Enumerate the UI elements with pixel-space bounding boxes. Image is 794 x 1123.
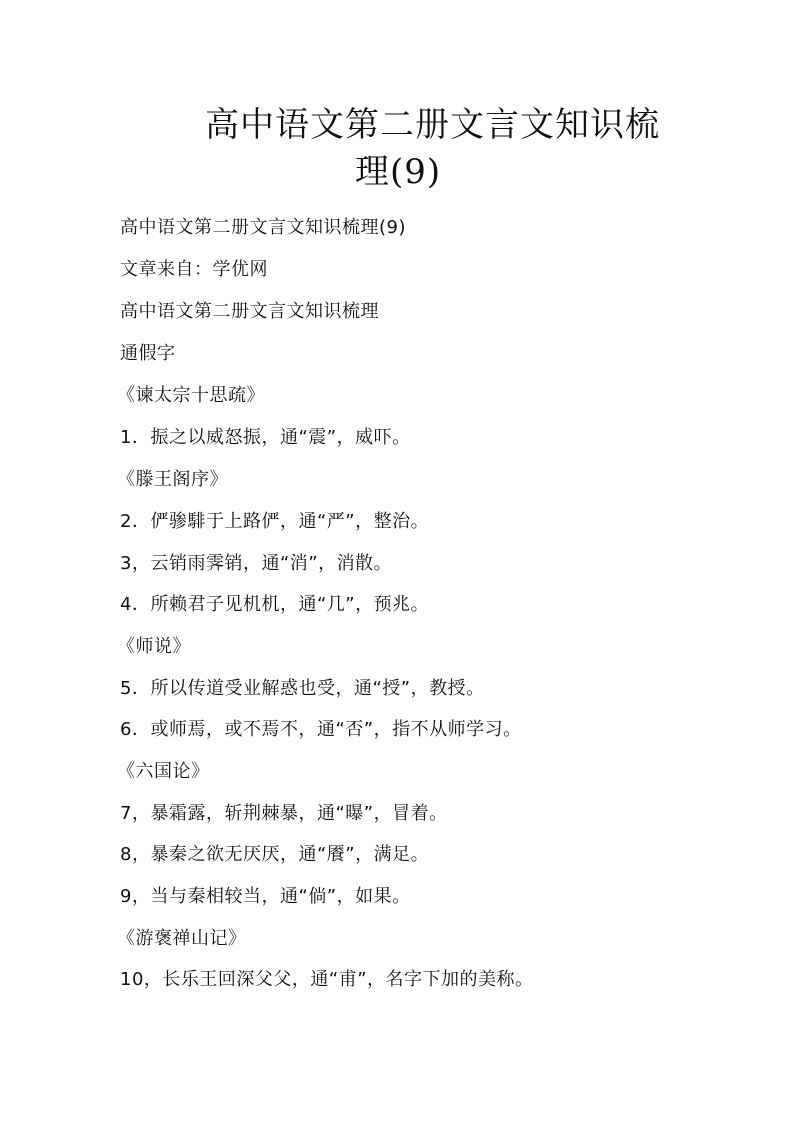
book-title: 《师说》 <box>117 636 191 657</box>
list-item: 1．振之以威怒振，通“震”，威吓。 <box>120 427 411 448</box>
list-item: 8，暴秦之欲无厌厌，通“餍”，满足。 <box>120 844 430 865</box>
book-title: 《六国论》 <box>117 761 210 782</box>
document-title-line-1: 高中语文第二册文言文知识梳 <box>205 105 660 145</box>
list-item: 9，当与秦相较当，通“倘”，如果。 <box>120 886 411 907</box>
document-title-line-2: 理(9) <box>355 152 442 192</box>
list-item: 10，长乐王回深父父，通“甫”，名字下加的美称。 <box>120 969 534 990</box>
list-item: 2．俨骖騑于上路俨，通“严”，整治。 <box>120 511 430 532</box>
book-title: 《谏太宗十思疏》 <box>117 385 265 406</box>
body-line-subtitle: 高中语文第二册文言文知识梳理(9) <box>120 217 406 238</box>
list-item: 3，云销雨霁销，通“消”，消散。 <box>120 553 393 574</box>
book-title: 《滕王阁序》 <box>117 469 228 490</box>
list-item: 7，暴霜露，斩荆棘暴，通“曝”，冒着。 <box>120 803 448 824</box>
list-item: 4．所赖君子见机机，通“几”，预兆。 <box>120 594 430 615</box>
body-line-source: 文章来自：学优网 <box>120 259 268 280</box>
book-title: 《游褒禅山记》 <box>117 928 247 949</box>
section-heading-tongjiazi: 通假字 <box>120 343 176 364</box>
body-line-heading: 高中语文第二册文言文知识梳理 <box>120 301 379 322</box>
list-item: 5．所以传道受业解惑也受，通“授”，教授。 <box>120 678 485 699</box>
list-item: 6．或师焉，或不焉不，通“否”，指不从师学习。 <box>120 719 522 740</box>
